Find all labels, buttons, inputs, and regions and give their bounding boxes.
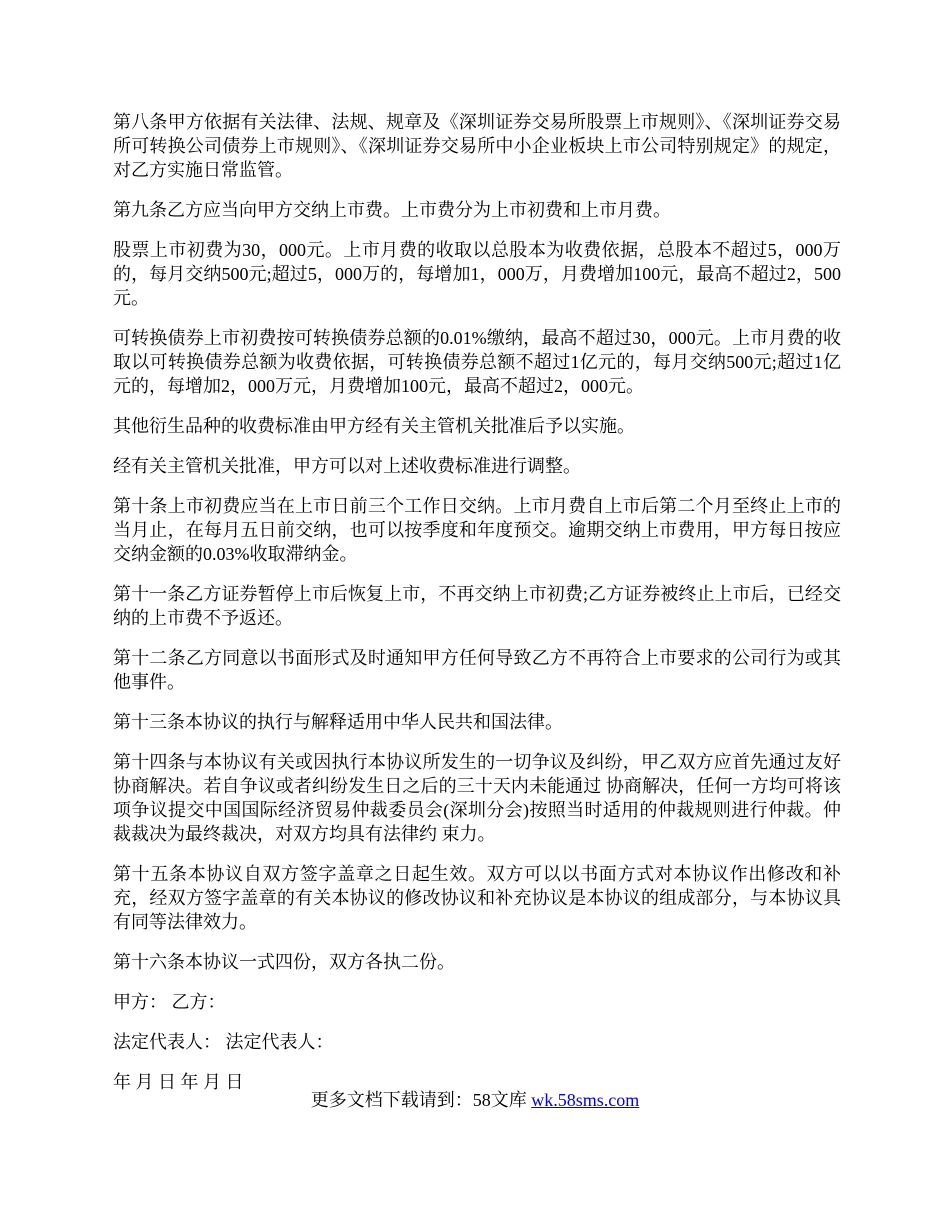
footer: [0, 1088, 950, 1112]
paragraph-article-10: 第十条上市初费应当在上市日前三个工作日交纳。上市月费自上市后第二个月至终止上市的当月止，在每月五日前交纳，也可以按季度和年度预交。逾期交纳上市费用，甲方每日按应交纳金额的0.03%收取滞纳金。: [113, 496, 841, 564]
document-body: [113, 110, 841, 1110]
paragraph-article-9: 第九条乙方应当向甲方交纳上市费。上市费分为上市初费和上市月费。: [113, 200, 671, 220]
paragraph-article-11: 第十一条乙方证券暂停上市后恢复上市，不再交纳上市初费;乙方证券被终止上市后，已经交纳的上市费不予返还。: [113, 584, 841, 628]
paragraph-stock-fees: 股票上市初费为30，000元。上市月费的收取以总股本为收费依据，总股本不超过5，000万的，每月交纳500元;超过5，000万的，每增加1，000万，月费增加100元，最高不超过2，500元。: [113, 240, 841, 308]
footer-text: 更多文档下载请到：58文库: [310, 1090, 532, 1110]
paragraph-article-8: 第八条甲方依据有关法律、法规、规章及《深圳证券交易所股票上市规则》、《深圳证券交易所可转换公司债券上市规则》、《深圳证券交易所中小企业板块上市公司特别规定》的规定，对乙方实施日常监管。: [113, 112, 841, 180]
paragraph-article-13: 第十三条本协议的执行与解释适用中华人民共和国法律。: [113, 712, 563, 732]
paragraph-derivative-fees: 其他衍生品种的收费标准由甲方经有关主管机关批准后予以实施。: [113, 416, 635, 436]
paragraph-fee-adjustment: 经有关主管机关批准，甲方可以对上述收费标准进行调整。: [113, 456, 581, 476]
footer-link[interactable]: wk.58sms.com: [531, 1090, 640, 1110]
signature-parties: 甲方： 乙方：: [113, 992, 226, 1012]
signature-dates: 年 月 日 年 月 日: [113, 1072, 244, 1092]
paragraph-article-14: 第十四条与本协议有关或因执行本协议所发生的一切争议及纠纷，甲乙双方应首先通过友好协商解决。若自争议或者纠纷发生日之后的三十天内未能通过 协商解决，任何一方均可将该项争议提交中国国际经济贸易仲裁委员会(深圳分会)按照当时适用的仲裁规则进行仲裁。仲裁裁决为最终裁决，对双方均具有法律约 束力。: [113, 752, 841, 844]
signature-representatives: 法定代表人： 法定代表人：: [113, 1032, 334, 1052]
paragraph-bond-fees: 可转换债券上市初费按可转换债券总额的0.01%缴纳，最高不超过30，000元。上市月费的收取以可转换债券总额为收费依据，可转换债券总额不超过1亿元的，每月交纳500元;超过1亿元的，每增加2，000万元，月费增加100元，最高不超过2，000元。: [113, 328, 841, 396]
paragraph-article-16: 第十六条本协议一式四份，双方各执二份。: [113, 952, 455, 972]
paragraph-article-15: 第十五条本协议自双方签字盖章之日起生效。双方可以以书面方式对本协议作出修改和补充，经双方签字盖章的有关本协议的修改协议和补充协议是本协议的组成部分，与本协议具有同等法律效力。: [113, 864, 841, 932]
paragraph-article-12: 第十二条乙方同意以书面形式及时通知甲方任何导致乙方不再符合上市要求的公司行为或其他事件。: [113, 648, 841, 692]
